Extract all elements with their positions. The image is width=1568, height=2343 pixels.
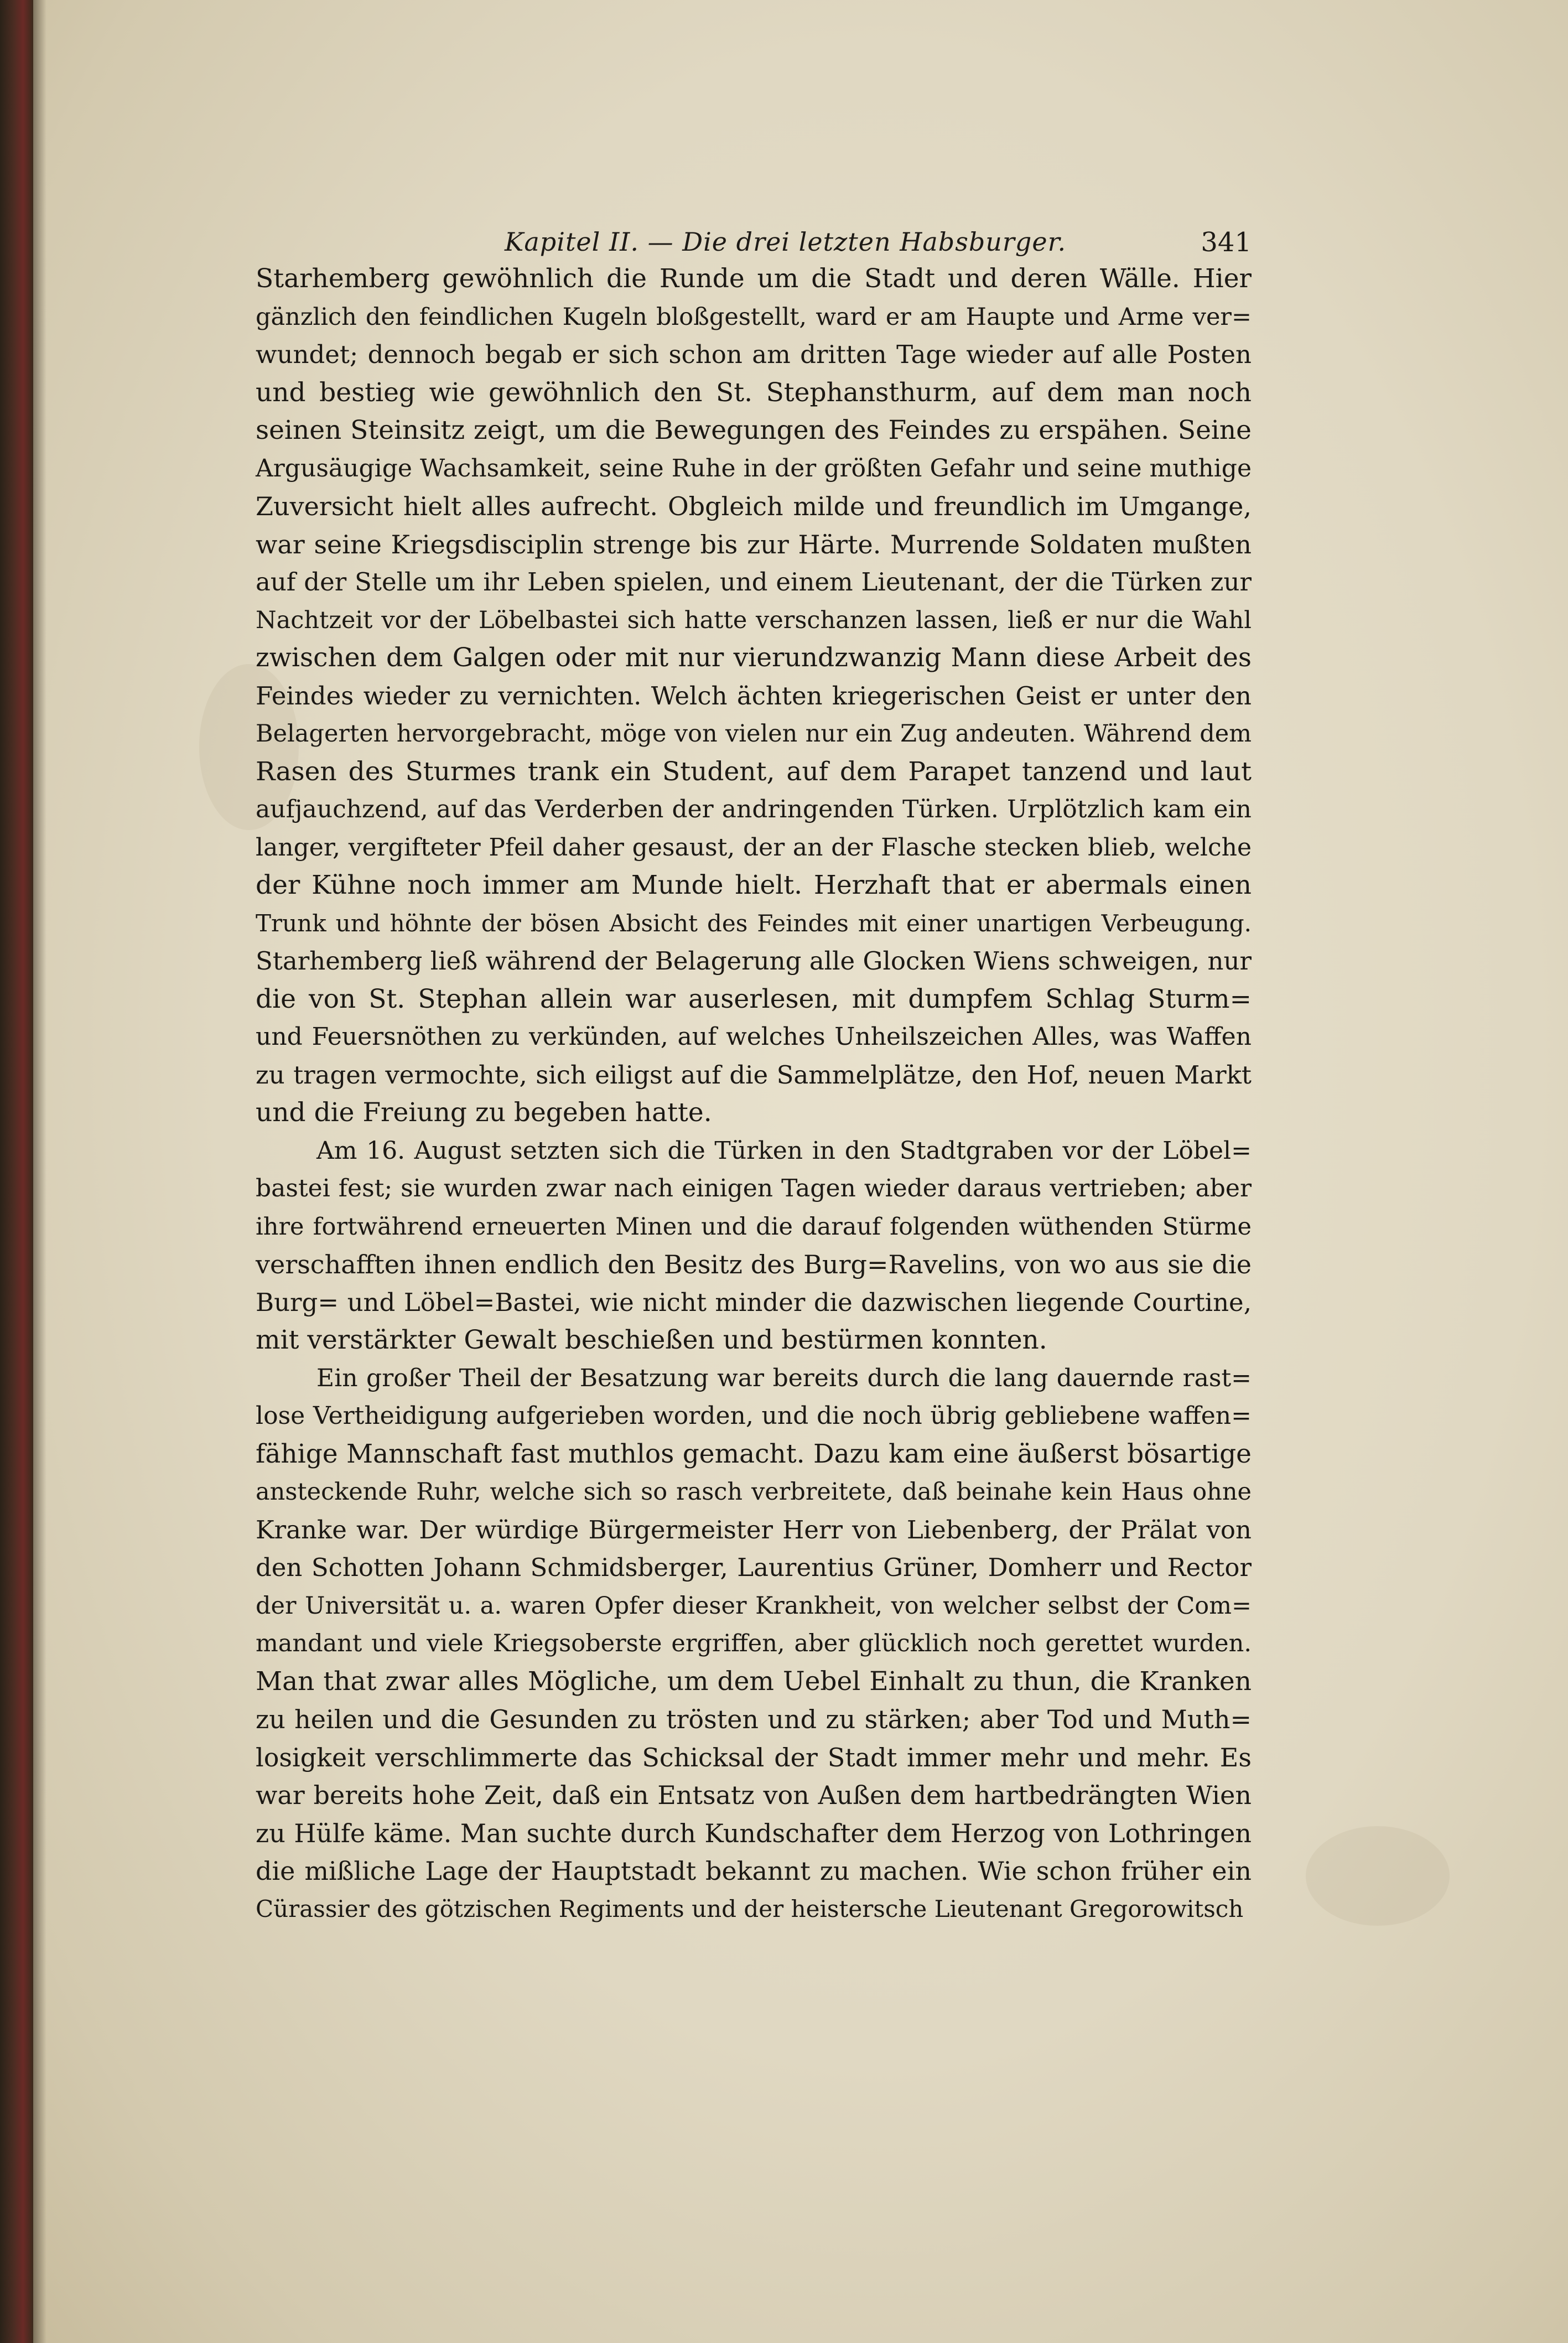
paragraph — [256, 260, 1252, 1132]
text-line: Man that zwar alles Mögliche, um dem Uebel Einhalt zu thun, die Kranken — [256, 1666, 1252, 1697]
text-line: gänzlich den feindlichen Kugeln bloßgestellt, ward er am Haupte und Arme ver= — [256, 303, 1252, 331]
text-line: Kranke war. Der würdige Bürgermeister Herr von Liebenberg, der Prälat von — [256, 1515, 1252, 1544]
text-line: losigkeit verschlimmerte das Schicksal der Stadt immer mehr und mehr. Es — [256, 1742, 1252, 1772]
text-line: Belagerten hervorgebracht, möge von vielen nur ein Zug andeuten. Während dem — [256, 720, 1252, 748]
text-line: bastei fest; sie wurden zwar nach einigen Tagen wieder daraus vertrieben; aber — [256, 1174, 1252, 1202]
text-line: Am 16. August setzten sich die Türken in den Stadtgraben vor der Löbel= — [316, 1136, 1252, 1165]
text-line: langer, vergifteter Pfeil daher gesaust, der an der Flasche stecken blieb, welche — [256, 833, 1252, 862]
text-line: Starhemberg ließ während der Belagerung alle Glocken Wiens schweigen, nur — [256, 946, 1252, 976]
text-line: Rasen des Sturmes trank ein Student, auf dem Parapet tanzend und laut — [256, 756, 1252, 787]
running-head: Kapitel II. — Die drei letzten Habsburger. — [505, 227, 1067, 257]
text-line: Zuversicht hielt alles aufrecht. Obgleich milde und freundlich im Umgange, — [256, 491, 1252, 521]
text-line: Cürassier des götzischen Regiments und der heistersche Lieutenant Gregorowitsch — [256, 1895, 1244, 1922]
text-line: und Feuersnöthen zu verkünden, auf welches Unheilszeichen Alles, was Waffen — [256, 1023, 1252, 1051]
text-line: auf der Stelle um ihr Leben spielen, und einem Lieutenant, der die Türken zur — [256, 567, 1252, 597]
text-line: fähige Mannschaft fast muthlos gemacht. Dazu kam eine äußerst bösartige — [256, 1438, 1252, 1469]
paragraph — [256, 1132, 1252, 1360]
text-line: der Universität u. a. waren Opfer dieser Krankheit, von welcher selbst der Com= — [256, 1592, 1252, 1620]
text-line: Starhemberg gewöhnlich die Runde um die Stadt und deren Wälle. Hier — [256, 263, 1252, 294]
text-line: wundet; dennoch begab er sich schon am dritten Tage wieder auf alle Posten — [256, 340, 1252, 369]
text-line: verschafften ihnen endlich den Besitz des Burg=Ravelins, von wo aus sie die — [256, 1250, 1252, 1279]
text-line: seinen Steinsitz zeigt, um die Bewegungen des Feindes zu erspähen. Seine — [256, 415, 1252, 445]
text-line: ansteckende Ruhr, welche sich so rasch verbreitete, daß beinahe kein Haus ohne — [256, 1478, 1252, 1506]
text-line: zu heilen und die Gesunden zu trösten und zu stärken; aber Tod und Muth= — [256, 1704, 1252, 1734]
text-line: Argusäugige Wachsamkeit, seine Ruhe in der größten Gefahr und seine muthige — [256, 454, 1252, 483]
text-line: Burg= und Löbel=Bastei, wie nicht minder die dazwischen liegende Courtine, — [256, 1287, 1252, 1317]
book-binding — [0, 0, 33, 2343]
text-line: und die Freiung zu begeben hatte. — [256, 1097, 712, 1128]
text-line: und bestieg wie gewöhnlich den St. Stephansthurm, auf dem man noch — [256, 377, 1252, 408]
text-line: zu Hülfe käme. Man suchte durch Kundschafter dem Herzog von Lothringen — [256, 1818, 1252, 1848]
text-line: ihre fortwährend erneuerten Minen und die darauf folgenden wüthenden Stürme — [256, 1212, 1252, 1241]
text-line: mit verstärkter Gewalt beschießen und bestürmen konnten. — [256, 1325, 1047, 1355]
text-line: Feindes wieder zu vernichten. Welch ächten kriegerischen Geist er unter den — [256, 681, 1252, 711]
text-line: war seine Kriegsdisciplin strenge bis zur Härte. Murrende Soldaten mußten — [256, 529, 1252, 559]
text-line: zwischen dem Galgen oder mit nur vierundzwanzig Mann diese Arbeit des — [256, 642, 1252, 673]
text-line: den Schotten Johann Schmidsberger, Laurentius Grüner, Domherr und Rector — [256, 1553, 1252, 1582]
paper-stain — [1306, 1826, 1450, 1926]
text-line: lose Vertheidigung aufgerieben worden, und die noch übrig gebliebene waffen= — [256, 1402, 1252, 1430]
text-line: aufjauchzend, auf das Verderben der andringenden Türken. Urplötzlich kam ein — [256, 795, 1252, 823]
body-text — [256, 260, 1252, 1928]
text-line: war bereits hohe Zeit, daß ein Entsatz von Außen dem hartbedrängten Wien — [256, 1780, 1252, 1810]
page-gutter-shadow — [33, 0, 46, 2343]
text-line: Ein großer Theil der Besatzung war bereits durch die lang dauernde rast= — [316, 1364, 1252, 1392]
text-line: mandant und viele Kriegsoberste ergriffen, aber glücklich noch gerettet wurden. — [256, 1630, 1252, 1657]
text-line: der Kühne noch immer am Munde hielt. Herzhaft that er abermals einen — [256, 870, 1252, 900]
text-line: Trunk und höhnte der bösen Absicht des Feindes mit einer unartigen Verbeugung. — [256, 909, 1252, 937]
page-number: 341 — [1201, 227, 1252, 258]
text-line: zu tragen vermochte, sich eiligst auf die Sammelplätze, den Hof, neuen Markt — [256, 1060, 1252, 1090]
text-line: Nachtzeit vor der Löbelbastei sich hatte verschanzen lassen, ließ er nur die Wahl — [256, 606, 1252, 634]
text-line: die von St. Stephan allein war auserlesen, mit dumpfem Schlag Sturm= — [256, 983, 1252, 1014]
paragraph — [256, 1360, 1252, 1929]
text-line: die mißliche Lage der Hauptstadt bekannt zu machen. Wie schon früher ein — [256, 1856, 1252, 1886]
